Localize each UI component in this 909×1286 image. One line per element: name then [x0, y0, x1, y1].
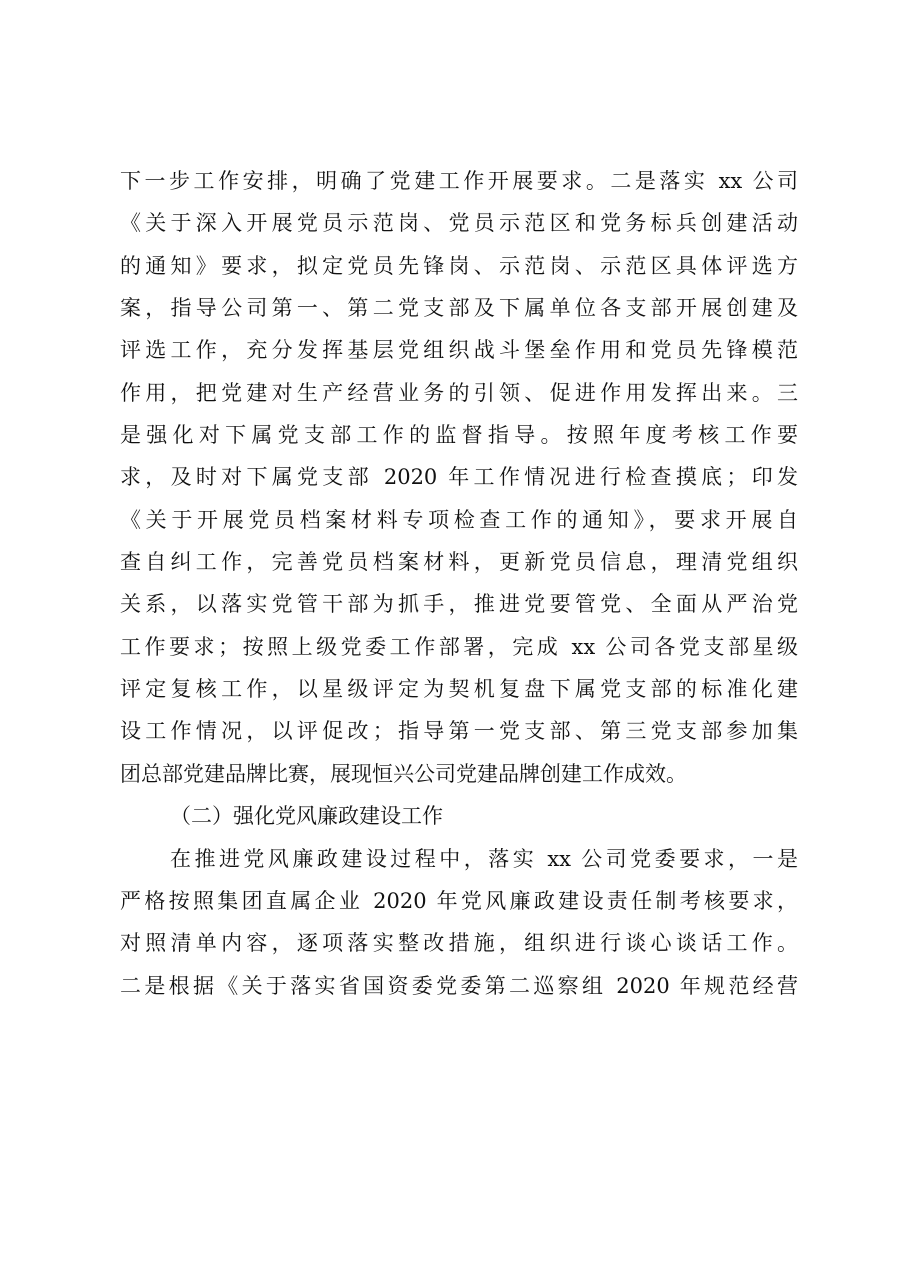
text-line: 对照清单内容，逐项落实整改措施，组织进行谈心谈话工作。: [120, 931, 798, 956]
text-line: 在推进党风廉政建设过程中，落实 xx 公司党委要求，一是: [170, 846, 798, 871]
text-line: 求，及时对下属党支部 2020 年工作情况进行检查摸底；印发: [120, 465, 798, 490]
text-line: 团总部党建品牌比赛，展现恒兴公司党建品牌创建工作成效。: [120, 761, 687, 786]
text-line: 《关于开展党员档案材料专项检查工作的通知》，要求开展自: [120, 507, 798, 532]
text-line: 《关于深入开展党员示范岗、党员示范区和党务标兵创建活动: [120, 211, 798, 236]
text-line: 二是根据《关于落实省国资委党委第二巡察组 2020 年规范经营: [120, 973, 798, 998]
document-body: [120, 160, 798, 1007]
text-line: 查自纠工作，完善党员档案材料，更新党员信息，理清党组织: [120, 550, 798, 575]
text-line: 是强化对下属党支部工作的监督指导。按照年度考核工作要: [120, 423, 798, 448]
text-line: 评选工作，充分发挥基层党组织战斗堡垒作用和党员先锋模范: [120, 338, 798, 363]
text-line: 案，指导公司第一、第二党支部及下属单位各支部开展创建及: [120, 296, 798, 321]
text-line: 关系，以落实党管干部为抓手，推进党要管党、全面从严治党: [120, 592, 798, 617]
text-line: 工作要求；按照上级党委工作部署，完成 xx 公司各党支部星级: [120, 634, 798, 659]
paragraph-2: [120, 838, 798, 1007]
text-line: 下一步工作安排，明确了党建工作开展要求。二是落实 xx 公司: [120, 169, 798, 193]
paragraph-1: [120, 160, 798, 795]
text-line: 设工作情况，以评促改；指导第一党支部、第三党支部参加集: [120, 719, 798, 744]
text-line: 严格按照集团直属企业 2020 年党风廉政建设责任制考核要求，: [120, 888, 798, 913]
text-line: 评定复核工作，以星级评定为契机复盘下属党支部的标准化建: [120, 677, 798, 702]
section-heading: （二）强化党风廉政建设工作: [170, 804, 443, 829]
text-line: 作用，把党建对生产经营业务的引领、促进作用发挥出来。三: [120, 380, 798, 405]
text-line: 的通知》要求，拟定党员先锋岗、示范岗、示范区具体评选方: [120, 253, 798, 278]
